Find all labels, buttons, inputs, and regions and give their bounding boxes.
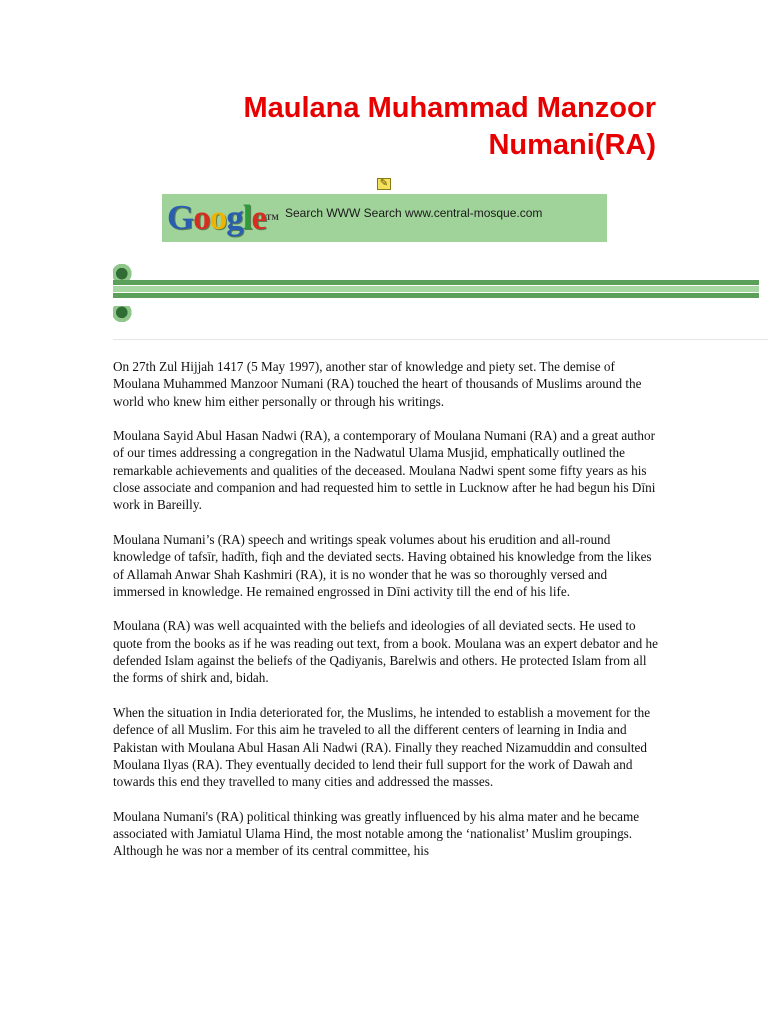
paragraph: On 27th Zul Hijjah 1417 (5 May 1997), another star of knowledge and piety set. The demise of Moulana Muhammed Manzoor Numani (RA) touched the heart of thousands of Muslims around the world who knew him either personally or through his writings.: [113, 359, 642, 409]
paragraph: Moulana (RA) was well acquainted with the beliefs and ideologies of all deviated sects. He used to quote from the books as if he was reading out text, from a book. Moulana was an expert debator and he defended Islam against the beliefs of the Qadiyanis, Barelwis and others. He protected Islam from all the forms of shirk and, bidah.: [113, 618, 658, 686]
google-logo[interactable]: Google™: [167, 198, 279, 237]
paragraph: Moulana Numani’s (RA) speech and writings speak volumes about his erudition and all-round knowledge of tafsīr, hadīth, fiqh and the deviated sects. Having obtained his knowledge from the likes of Allamah Anwar Shah Kashmiri (RA), it is no wonder that he was so thoroughly versed and immersed in knowledge. He remained engrossed in Dīni activity till the end of his life.: [113, 531, 652, 599]
scroll-divider: [113, 262, 768, 324]
search-options-label[interactable]: Search WWW Search www.central-mosque.com: [285, 206, 543, 220]
article-body: [113, 358, 658, 877]
google-search-box: [162, 194, 607, 242]
paragraph: When the situation in India deteriorated for, the Muslims, he intended to establish a movement for the defence of all Muslim. For this aim he traveled to all the different centers of learning in India and Pakistan with Moulana Abul Hasan Ali Nadwi (RA). Finally they reached Nizamuddin and consulted Moulana Ilyas (RA). They eventually decided to lend their full support for the work of Dawah and towards this end they travelled to many cities and addressed the masses.: [113, 704, 651, 790]
section-separator: [113, 339, 768, 340]
divider-line-top: [113, 280, 759, 285]
scroll-ornament-icon: [113, 264, 135, 280]
paragraph: Moulana Numani's (RA) political thinking was greatly influenced by his alma mater and he became associated with Jamiatul Ulama Hind, the most notable among the ‘nationalist’ Muslim groupings. Although he was nor a member of its central committee, his: [113, 808, 640, 859]
divider-line-bottom: [113, 293, 759, 298]
divider-line-middle: [113, 286, 759, 292]
page-title: Maulana Muhammad Manzoor Numani(RA): [243, 92, 656, 161]
paragraph: Moulana Sayid Abul Hasan Nadwi (RA), a contemporary of Moulana Numani (RA) and a great author of our times addressing a congregation in the Nadwatul Ulama Musjid, emphatically outlined the remarkable achievements and qualities of the deceased. Moulana Nadwi spent some fifty years as his close associate and companion and had requested him to settle in Lucknow after he had begun his Dīni work in Bareilly.: [113, 428, 656, 513]
scroll-ornament-icon: [113, 306, 135, 322]
pencil-icon[interactable]: ✎: [377, 178, 391, 190]
